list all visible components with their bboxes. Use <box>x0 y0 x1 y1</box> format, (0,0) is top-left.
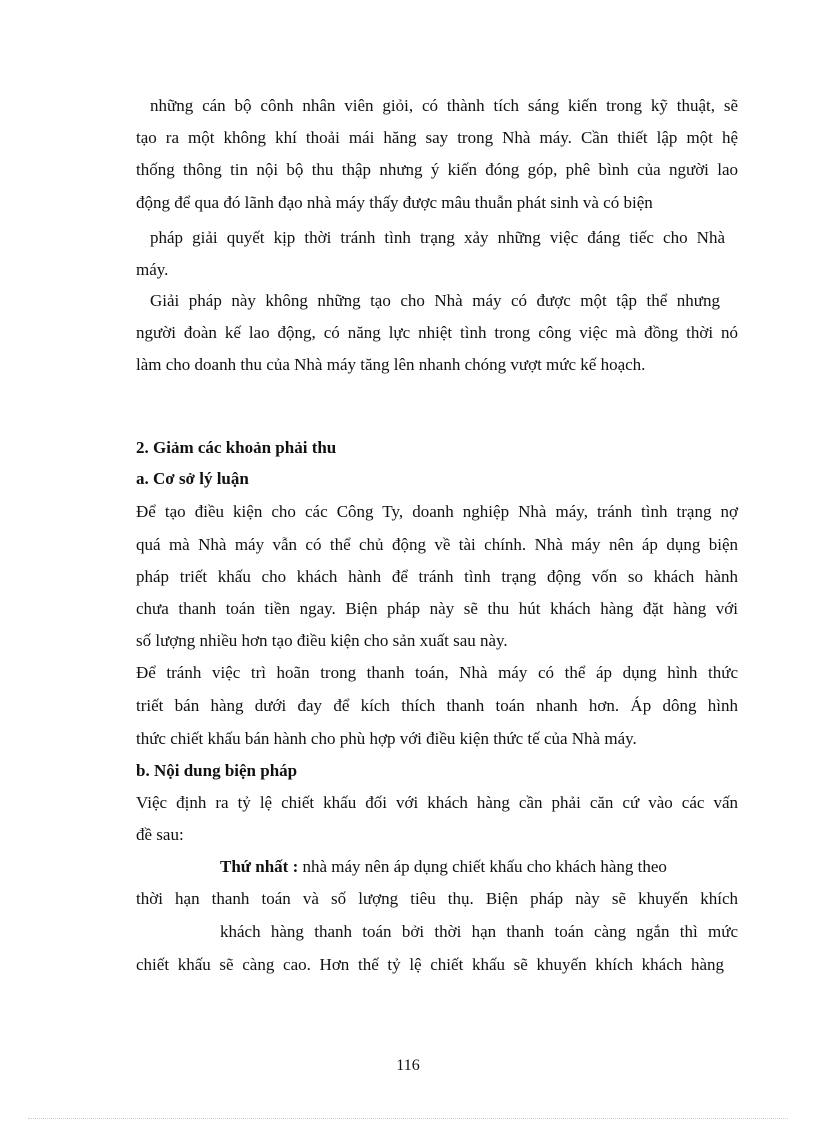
paragraph-1-line-6: máy. <box>136 260 169 279</box>
paragraph-5-line-2: đề sau: <box>136 825 184 844</box>
subsection-b-heading: b. Nội dung biện pháp <box>136 761 298 780</box>
paragraph-1-line-4: động để qua đó lãnh đạo nhà máy thấy được mâu thuẫn phát sinh và có biện <box>136 193 653 212</box>
paragraph-2-line-2: người đoàn kế lao động, có năng lực nhiệt tình trong công việc mà đồng thời nó <box>136 323 738 342</box>
paragraph-3-line-1: Để tạo điều kiện cho các Công Ty, doanh nghiệp Nhà máy, tránh tình trạng nợ <box>136 502 738 521</box>
paragraph-5-line-1: Việc định ra tỷ lệ chiết khấu đối với khách hàng cần phải căn cứ vào các vấn <box>136 793 738 812</box>
paragraph-6-line-2: thời hạn thanh toán và số lượng tiêu thụ. Biện pháp này sẽ khuyến khích <box>136 889 738 908</box>
page-bottom-divider <box>28 1118 788 1119</box>
paragraph-3-line-5: số lượng nhiều hơn tạo điều kiện cho sản xuất sau này. <box>136 631 508 650</box>
paragraph-2-line-1: Giải pháp này không những tạo cho Nhà máy có được một tập thể nhưng <box>150 291 720 310</box>
paragraph-6-line-3: khách hàng thanh toán bởi thời hạn thanh toán càng ngắn thì mức <box>220 922 738 941</box>
paragraph-1-line-5: pháp giải quyết kịp thời tránh tình trạng xảy những việc đáng tiếc cho Nhà <box>150 228 725 247</box>
paragraph-4-line-1: Để tránh việc trì hoãn trong thanh toán, Nhà máy có thể áp dụng hình thức <box>136 663 738 682</box>
section-heading: 2. Giảm các khoản phải thu <box>136 438 337 457</box>
paragraph-1-line-1: những cán bộ cônh nhân viên giỏi, có thành tích sáng kiến trong kỹ thuật, sẽ <box>150 96 738 115</box>
paragraph-1-line-2: tạo ra một không khí thoải mái hăng say trong Nhà máy. Cần thiết lập một hệ <box>136 128 738 147</box>
paragraph-3-line-4: chưa thanh toán tiền ngay. Biện pháp này sẽ thu hút khách hàng đặt hàng với <box>136 599 738 618</box>
paragraph-6-line-1 <box>220 856 738 878</box>
paragraph-4-line-2: triết bán hàng dưới đay để kích thích thanh toán nhanh hơn. Áp dông hình <box>136 696 738 715</box>
paragraph-3-line-3: pháp triết khấu cho khách hành để tránh tình trạng động vốn so khách hành <box>136 567 738 586</box>
subsection-a-heading: a. Cơ sở lý luận <box>136 469 249 488</box>
paragraph-2-line-3: làm cho doanh thu của Nhà máy tăng lên nhanh chóng vượt mức kế hoạch. <box>136 355 646 374</box>
paragraph-4-line-3: thức chiết khấu bán hành cho phù hợp với điều kiện thức tế của Nhà máy. <box>136 729 637 748</box>
paragraph-3-line-2: quá mà Nhà máy vẫn có thể chủ động về tài chính. Nhà máy nên áp dụng biện <box>136 535 738 554</box>
paragraph-6-line-1-text: nhà máy nên áp dụng chiết khấu cho khách hàng theo <box>298 857 667 876</box>
paragraph-1-line-3: thống thông tin nội bộ thu thập nhưng ý kiến đóng góp, phê bình của người lao <box>136 160 738 179</box>
page-number: 116 <box>396 1057 420 1074</box>
paragraph-6-line-4: chiết khấu sẽ càng cao. Hơn thế tỷ lệ chiết khấu sẽ khuyến khích khách hàng <box>136 955 724 974</box>
paragraph-6-lead: Thứ nhất : <box>220 857 299 876</box>
